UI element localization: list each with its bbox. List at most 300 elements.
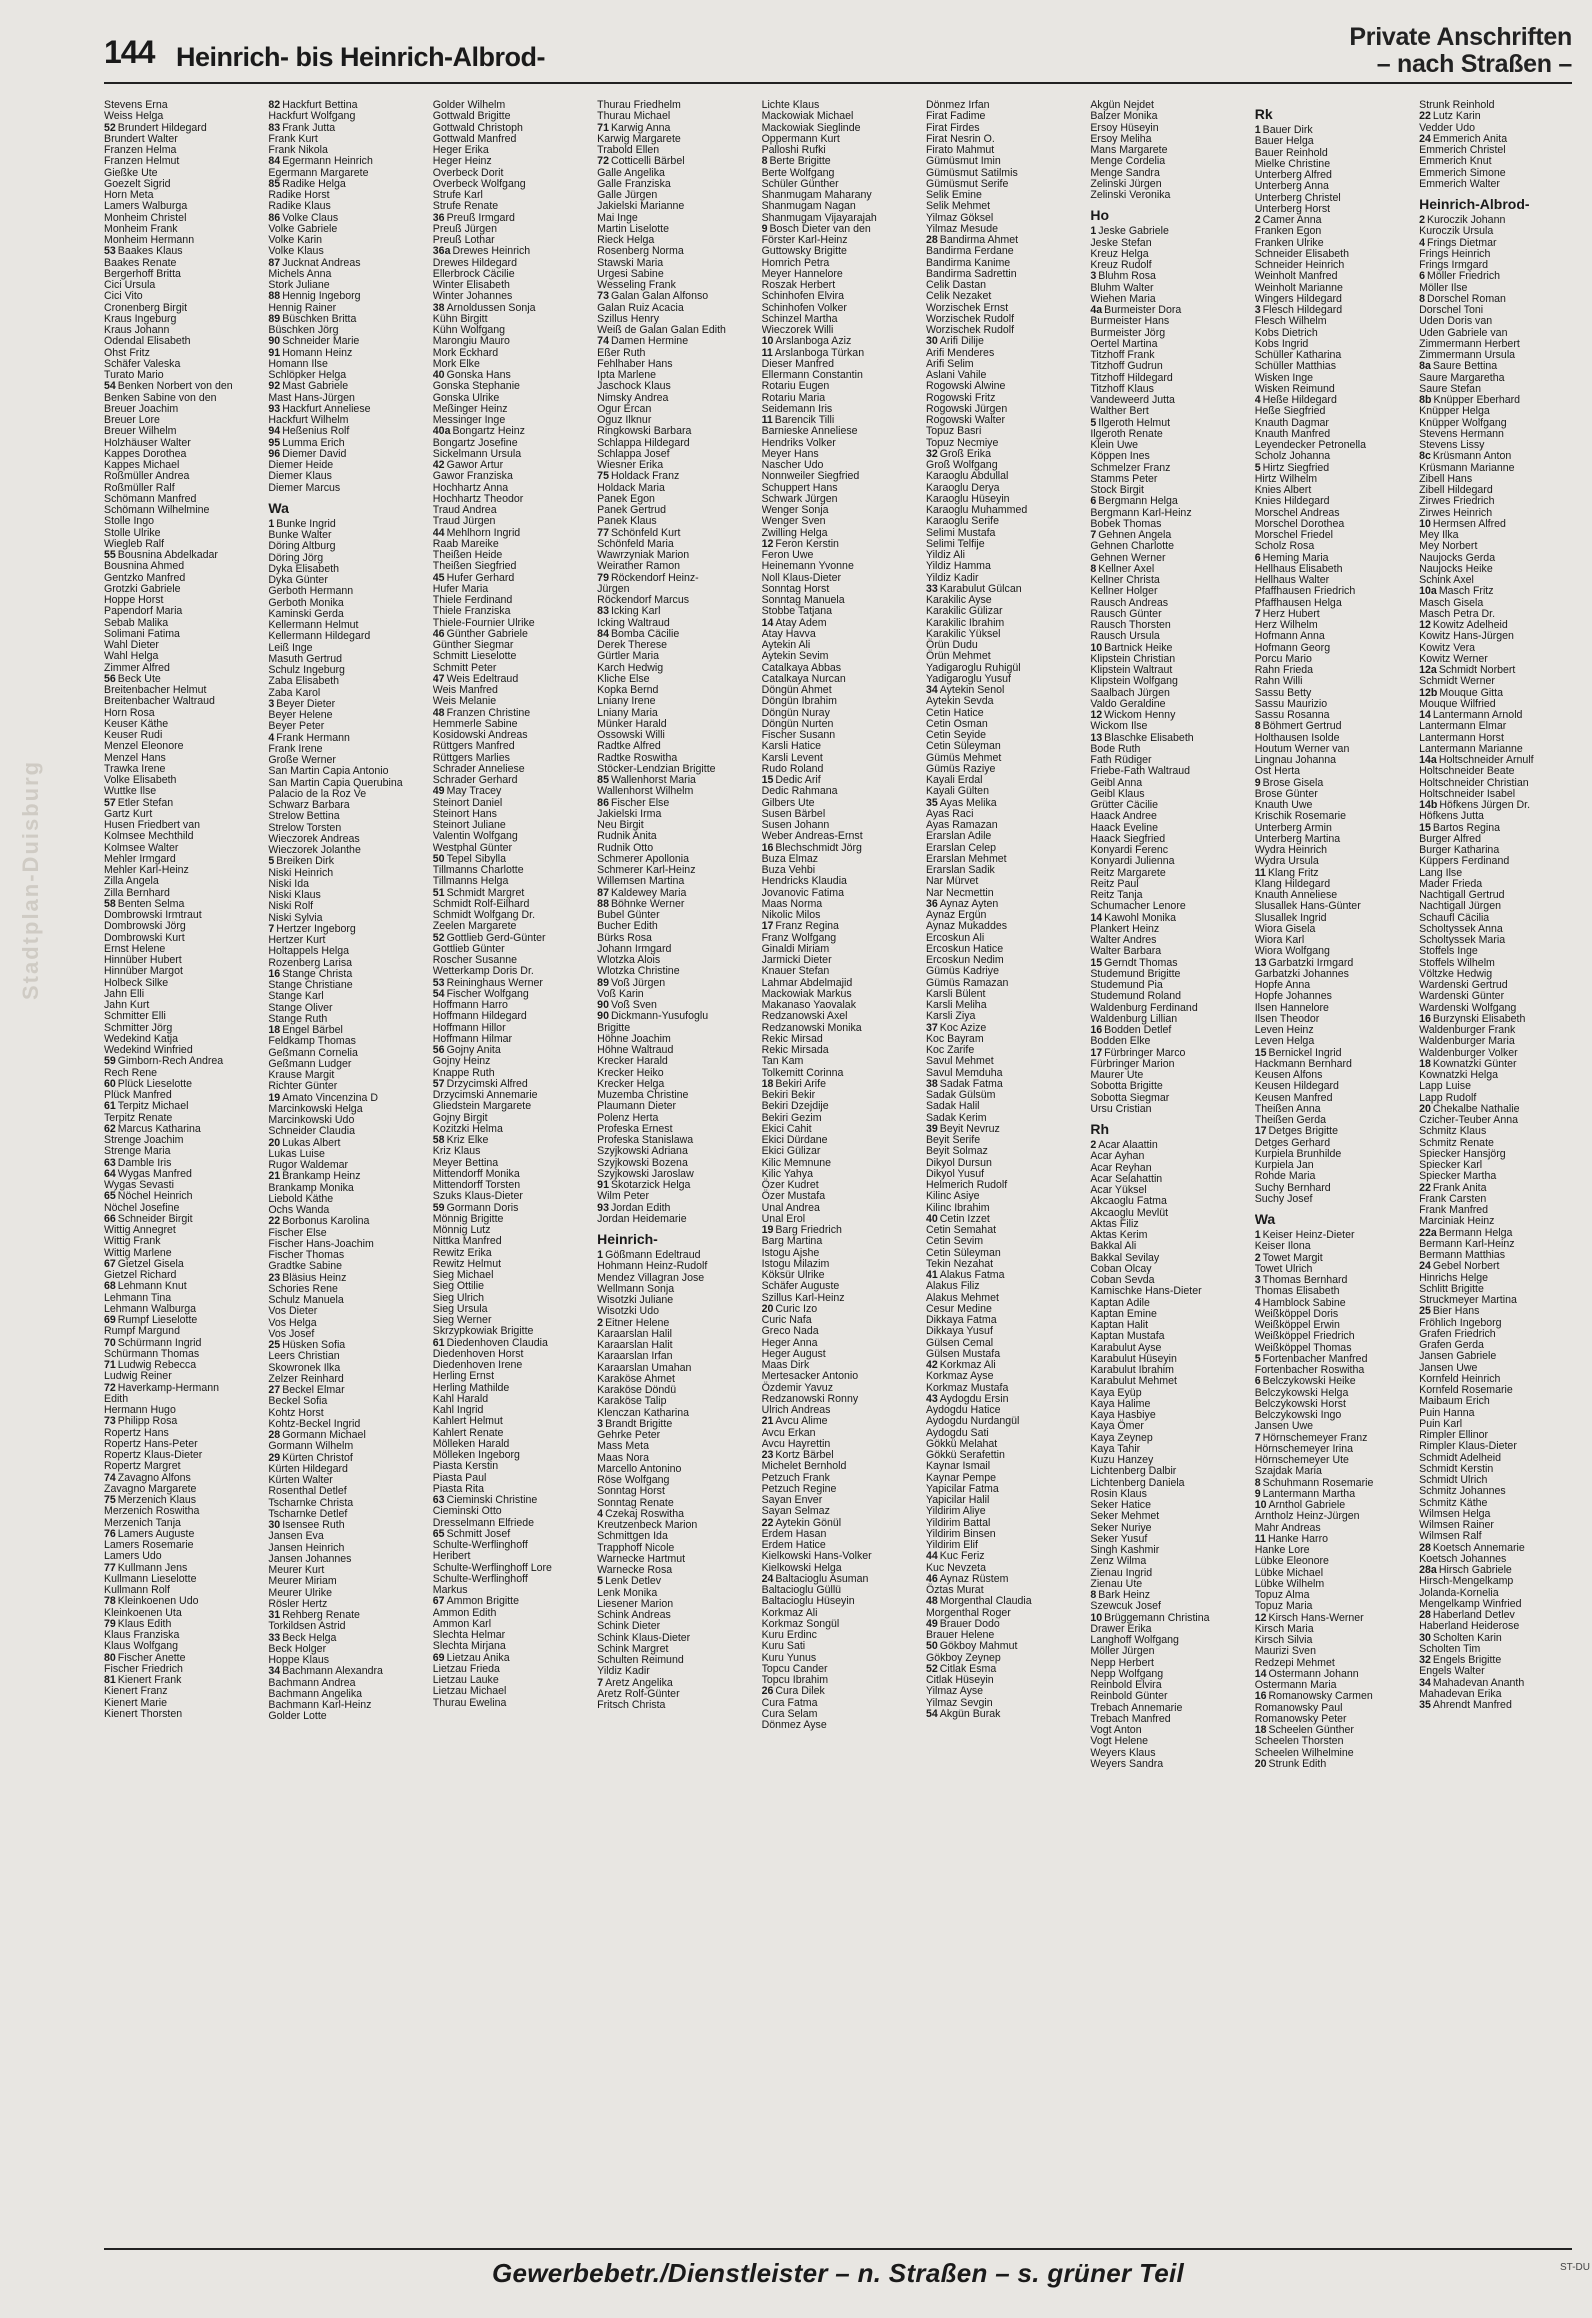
house-number: 67 xyxy=(432,1595,445,1608)
resident-name: Hamblock Sabine xyxy=(1262,1296,1346,1309)
resident-name: Atay Havva xyxy=(761,627,816,640)
resident-name: Derek Therese xyxy=(597,639,668,651)
resident-name: Karakilic Gülizar xyxy=(925,605,1003,618)
resident-name: Sonntag Horst xyxy=(597,1485,665,1498)
resident-name: Gottlieb Gerd-Günter xyxy=(446,931,546,944)
house-number: 10 xyxy=(1254,1499,1267,1511)
resident-name: Kownatzki Helga xyxy=(1419,1069,1499,1081)
resident-name: Kobs Dietrich xyxy=(1254,326,1318,339)
house-number: 4 xyxy=(1419,236,1426,249)
resident-name: Vogt Helene xyxy=(1090,1735,1149,1748)
resident-name: Acar Reyhan xyxy=(1090,1161,1152,1174)
resident-name: Karsli Ziya xyxy=(925,1010,976,1023)
house-number: 18 xyxy=(1419,1057,1431,1070)
resident-name: Helmerich Rudolf xyxy=(925,1179,1008,1191)
resident-name: Drzycimski Alfred xyxy=(446,1077,528,1090)
resident-name: Schmidt Werner xyxy=(1419,675,1495,688)
resident-name: Hoffmann Harro xyxy=(432,999,508,1011)
resident-name: Kellner Axel xyxy=(1098,562,1155,575)
resident-name: Stange Christiane xyxy=(268,979,353,991)
resident-name: Höfkens Jürgen Dr. xyxy=(1439,799,1531,811)
resident-name: Wisken Inge xyxy=(1254,371,1314,384)
resident-name: Ropertz Klaus-Dieter xyxy=(104,1449,203,1461)
resident-name: Scholten Karin xyxy=(1432,1631,1502,1644)
resident-name: Köksür Ulrike xyxy=(761,1269,825,1281)
resident-name: Cetin Hatice xyxy=(925,706,984,719)
directory-columns xyxy=(104,100,1584,2225)
resident-name: Akcaoglu Fatma xyxy=(1090,1195,1167,1208)
resident-name: Fischer Friedrich xyxy=(104,1662,183,1675)
resident-name: Kornfeld Rosemarie xyxy=(1419,1384,1513,1396)
resident-name: Fortenbacher Manfred xyxy=(1262,1352,1368,1365)
resident-name: Galle Jürgen xyxy=(597,189,658,201)
resident-name: Scheelen Thorsten xyxy=(1254,1735,1344,1748)
resident-name: Kaya Hasbiye xyxy=(1090,1409,1156,1421)
resident-name: Coban Sevda xyxy=(1090,1274,1155,1286)
resident-name: Szajdak Maria xyxy=(1254,1465,1322,1478)
house-number: 11 xyxy=(1254,1532,1266,1545)
resident-name: Weis Manfred xyxy=(432,684,498,696)
resident-name: Curic Izo xyxy=(775,1302,818,1315)
resident-name: Czicher-Teuber Anna xyxy=(1419,1114,1519,1126)
resident-name: Profeska Stanislawa xyxy=(597,1134,694,1146)
resident-name: Stamms Peter xyxy=(1090,472,1158,485)
resident-name: Meurer Miriam xyxy=(268,1575,337,1588)
resident-name: Friebe-Fath Waltraud xyxy=(1090,765,1191,778)
resident-name: Firato Mahmut xyxy=(925,144,995,156)
house-number: 90 xyxy=(597,999,609,1011)
resident-name: Szuks Klaus-Dieter xyxy=(432,1190,523,1203)
house-number: 54 xyxy=(432,987,445,1000)
resident-name: Höhne Joachim xyxy=(597,1032,671,1045)
resident-name: Haack Eveline xyxy=(1090,821,1159,834)
resident-name: Gümüsmut Satilmis xyxy=(925,166,1018,179)
resident-name: Bauer Dirk xyxy=(1262,124,1313,136)
resident-name: Rotariu Eugen xyxy=(761,380,830,393)
street-heading: Wa xyxy=(1254,1211,1276,1227)
resident-name: Gilbers Ute xyxy=(761,796,815,809)
house-number: 22 xyxy=(1419,1181,1431,1194)
resident-name: Cura Fatma xyxy=(761,1696,818,1709)
resident-name: Ringkowski Barbara xyxy=(597,425,692,438)
resident-name: Homann Heinz xyxy=(282,346,353,359)
resident-name: Skotarzick Helga xyxy=(610,1179,691,1191)
resident-name: Dikkaya Yusuf xyxy=(925,1325,993,1338)
resident-name: Bobek Thomas xyxy=(1090,517,1162,530)
resident-name: Wydra Ursula xyxy=(1254,855,1319,868)
resident-name: Wickom Henny xyxy=(1104,709,1176,721)
resident-name: Lantermann Martha xyxy=(1262,1487,1356,1500)
resident-name: Krischik Rosemarie xyxy=(1254,810,1346,823)
house-number: 36a xyxy=(432,245,451,258)
resident-name: Kleinkoenen Udo xyxy=(117,1595,199,1608)
resident-name: Meurer Kurt xyxy=(268,1564,325,1576)
resident-name: Niski Sylvia xyxy=(268,911,323,924)
resident-name: Seker Nuriye xyxy=(1090,1521,1152,1534)
resident-name: Barencik Tilli xyxy=(774,414,835,426)
resident-name: Bergerhoff Britta xyxy=(104,267,181,280)
resident-name: Jarmicki Dieter xyxy=(761,954,832,966)
resident-name: Schneider Heinrich xyxy=(1254,259,1345,271)
resident-name: Ercoskun Nedim xyxy=(925,954,1004,966)
house-number: 73 xyxy=(597,290,609,303)
house-number: 20 xyxy=(1419,1102,1431,1115)
resident-name: Ellerbrock Cäcilie xyxy=(432,267,515,280)
resident-name: Aytekin Sevim xyxy=(761,650,829,663)
resident-name: Bachmann Karl-Heinz xyxy=(268,1699,372,1711)
resident-name: Klaus Wolfgang xyxy=(104,1640,179,1653)
house-number: 34 xyxy=(268,1665,281,1678)
house-number: 16 xyxy=(761,841,774,854)
resident-name: Cesur Medine xyxy=(925,1302,992,1315)
house-number: 7 xyxy=(268,922,275,935)
house-number: 81 xyxy=(104,1674,116,1686)
resident-name: Ellermann Constantin xyxy=(761,369,863,381)
resident-name: Wisken Reimund xyxy=(1254,382,1335,395)
resident-name: Waldenburg Lillian xyxy=(1090,1012,1178,1025)
resident-name: Nachtigall Jürgen xyxy=(1419,900,1501,913)
house-number: 40a xyxy=(432,425,451,438)
resident-name: Schönfeld Maria xyxy=(597,537,674,550)
resident-entry xyxy=(1255,1759,1413,1770)
resident-name: Aytekin Sevda xyxy=(925,695,994,708)
resident-name: Mahr Andreas xyxy=(1254,1521,1321,1534)
resident-name: Lehmann Knut xyxy=(117,1280,187,1293)
resident-name: Gießke Ute xyxy=(104,166,158,179)
resident-name: Lehmann Walburga xyxy=(104,1302,197,1315)
resident-name: Schulz Ingeburg xyxy=(268,664,345,676)
house-number: 71 xyxy=(597,121,609,134)
resident-name: Volke Gabriele xyxy=(268,222,338,235)
resident-name: Schmitz Käthe xyxy=(1419,1496,1488,1509)
resident-name: Wallenhorst Wilhelm xyxy=(597,785,694,798)
house-number: 85 xyxy=(597,774,609,786)
resident-name: Brose Gisela xyxy=(1262,776,1324,789)
house-number: 89 xyxy=(268,312,281,325)
resident-name: Gawor Franziska xyxy=(432,470,513,483)
resident-name: Gehnen Angela xyxy=(1098,529,1172,541)
resident-name: Herz Hubert xyxy=(1262,607,1320,620)
resident-name: Horn Rosa xyxy=(104,706,155,719)
resident-name: Aktas Filiz xyxy=(1090,1217,1139,1230)
house-number: 22 xyxy=(761,1516,774,1529)
resident-name: Rösler Hertz xyxy=(268,1597,328,1610)
resident-name: Horn Meta xyxy=(104,189,154,201)
resident-name: Theißen Siegfried xyxy=(432,560,517,573)
resident-name: Bürks Rosa xyxy=(597,931,652,944)
resident-name: Schlöpker Helga xyxy=(268,369,347,381)
resident-name: Susen Bärbel xyxy=(761,807,826,820)
resident-name: Hüsken Sofia xyxy=(282,1339,346,1351)
house-number: 45 xyxy=(432,571,445,584)
resident-name: Roszak Herbert xyxy=(761,279,836,291)
resident-name: Nepp Herbert xyxy=(1090,1656,1154,1669)
house-number: 14 xyxy=(1419,709,1431,721)
house-number: 4 xyxy=(1254,1296,1261,1309)
resident-name: Kellermann Helmut xyxy=(268,619,359,631)
resident-name: Flesch Hildegard xyxy=(1262,304,1343,316)
resident-name: Özer Mustafa xyxy=(761,1190,826,1203)
resident-name: Strelow Torsten xyxy=(268,821,342,834)
resident-name: Selik Mehmet xyxy=(925,200,991,213)
resident-name: Rausch Andreas xyxy=(1090,596,1169,609)
resident-name: Amato Vincenzina D xyxy=(282,1091,378,1104)
resident-name: Mast Gabriele xyxy=(282,380,349,393)
resident-name: Lenk Monika xyxy=(597,1586,658,1599)
resident-name: Bachmann Alexandra xyxy=(282,1665,383,1678)
resident-name: Vandeweerd Jutta xyxy=(1090,394,1175,406)
resident-name: Haverkamp-Hermann xyxy=(117,1381,220,1394)
resident-name: Unterberg Martina xyxy=(1254,832,1341,845)
house-number: 4 xyxy=(597,1507,604,1520)
resident-name: Zirwes Heinrich xyxy=(1419,506,1493,519)
resident-name: Ipta Marlene xyxy=(597,369,657,381)
resident-name: Holdack Franz xyxy=(610,470,680,483)
resident-name: Holtschneider Beate xyxy=(1419,765,1515,778)
resident-name: Bode Ruth xyxy=(1090,742,1141,755)
resident-name: Uden Gabriele van xyxy=(1419,326,1508,339)
resident-name: Steinort Juliane xyxy=(432,819,506,831)
resident-name: Karaköse Döndü xyxy=(597,1384,677,1396)
house-number: 23 xyxy=(268,1271,281,1284)
resident-name: Kaya Halime xyxy=(1090,1397,1151,1410)
resident-name: Yapicilar Fatma xyxy=(925,1482,999,1495)
house-number: 61 xyxy=(432,1336,445,1349)
resident-name: Kahlert Helmut xyxy=(432,1415,503,1428)
resident-name: Liebold Käthe xyxy=(268,1192,334,1205)
resident-name: Zibell Hans xyxy=(1419,472,1473,485)
resident-name: Blaschke Elisabeth xyxy=(1104,731,1194,744)
house-number: 72 xyxy=(597,155,609,168)
resident-name: Lantermann Horst xyxy=(1419,731,1504,744)
resident-name: Kreuz Helga xyxy=(1090,247,1149,260)
resident-name: Nascher Udo xyxy=(761,459,824,471)
house-number: 85 xyxy=(268,177,281,190)
resident-name: Seker Yusuf xyxy=(1090,1532,1148,1545)
resident-name: Knies Albert xyxy=(1254,484,1312,496)
resident-name: Aydogdu Hatice xyxy=(925,1404,1001,1416)
resident-name: Ekici Dürdane xyxy=(761,1134,828,1146)
resident-name: Kuroczik Johann xyxy=(1427,214,1506,226)
resident-name: Wittig Annegret xyxy=(104,1224,176,1236)
resident-name: Kaptan Mustafa xyxy=(1090,1330,1165,1343)
resident-name: Kahl Ingrid xyxy=(432,1404,484,1416)
resident-name: Geßmann Ludger xyxy=(268,1057,352,1070)
resident-name: Kosidowski Andreas xyxy=(432,729,528,741)
house-number: 3 xyxy=(1254,304,1261,316)
house-number: 96 xyxy=(268,447,281,460)
house-number: 23 xyxy=(761,1449,774,1461)
resident-entry xyxy=(1419,1700,1577,1711)
resident-name: Karakilic Ibrahim xyxy=(925,616,1005,629)
resident-name: Stork Juliane xyxy=(268,279,330,291)
resident-name: Völtzke Hedwig xyxy=(1419,967,1493,980)
house-number: 41 xyxy=(925,1269,938,1281)
house-number: 28 xyxy=(925,234,938,246)
house-number: 70 xyxy=(104,1336,116,1349)
house-number: 12 xyxy=(1419,619,1431,631)
house-number: 69 xyxy=(104,1314,116,1326)
house-number: 8 xyxy=(1254,1476,1261,1489)
directory-column-2 xyxy=(268,100,432,2225)
resident-name: Gottwald Manfred xyxy=(432,132,517,145)
resident-name: Hirtz Wilhelm xyxy=(1254,472,1318,485)
resident-name: Niski Klaus xyxy=(268,889,321,901)
resident-name: Egermann Heinrich xyxy=(282,155,373,168)
resident-name: Kilinc Asiye xyxy=(925,1190,980,1203)
resident-name: Menzel Eleonore xyxy=(104,740,184,753)
resident-name: Studemund Roland xyxy=(1090,990,1182,1003)
resident-name: Förster Karl-Heinz xyxy=(761,234,848,246)
resident-name: Jürgen xyxy=(597,582,630,595)
resident-name: Eitner Helene xyxy=(605,1316,670,1329)
resident-name: Höfkens Jutta xyxy=(1419,810,1484,823)
page-number: 144 xyxy=(104,34,155,70)
resident-name: Jahn Kurt xyxy=(104,999,150,1011)
resident-name: Zelzer Reinhard xyxy=(268,1372,344,1385)
resident-name: Akcaoglu Mevlüt xyxy=(1090,1206,1169,1219)
resident-name: Baltacioglu Güllü xyxy=(761,1584,842,1596)
resident-name: Egermann Margarete xyxy=(268,166,369,179)
house-number: 12 xyxy=(761,537,774,550)
resident-name: Meyer Bettina xyxy=(432,1156,499,1169)
resident-name: Tscharnke Christa xyxy=(268,1496,354,1509)
house-number: 52 xyxy=(925,1662,938,1675)
house-number: 59 xyxy=(432,1201,445,1214)
resident-name: Gietzel Richard xyxy=(104,1269,177,1281)
resident-name: Scheelen Günther xyxy=(1268,1724,1354,1736)
resident-name: Rewitz Helmut xyxy=(432,1257,502,1270)
resident-name: Gerboth Hermann xyxy=(268,585,354,598)
house-number: 51 xyxy=(432,886,445,899)
resident-name: Flesch Wilhelm xyxy=(1254,315,1327,328)
resident-name: Gebel Norbert xyxy=(1432,1260,1500,1273)
resident-name: Torkildsen Astrid xyxy=(268,1620,346,1633)
resident-name: Schink Axel xyxy=(1419,574,1474,586)
house-number: 13 xyxy=(1090,731,1103,744)
resident-name: Bekiri Bekir xyxy=(761,1089,816,1101)
resident-name: Holdack Maria xyxy=(597,481,665,494)
resident-name: Maas Dirk xyxy=(761,1359,810,1371)
resident-name: Wahl Dieter xyxy=(104,639,159,651)
house-number: 2 xyxy=(1254,1251,1261,1264)
resident-name: Vedder Udo xyxy=(1419,121,1476,134)
resident-name: Barg Friedrich xyxy=(775,1224,842,1236)
house-number: 6 xyxy=(1419,270,1426,283)
section-title xyxy=(1349,24,1572,78)
resident-name: Keiser Heinz-Dieter xyxy=(1262,1229,1355,1241)
resident-name: Unterberg Alfred xyxy=(1254,169,1332,181)
resident-name: Beck Ute xyxy=(117,672,161,685)
resident-name: Belczykowski Helga xyxy=(1254,1386,1349,1399)
resident-name: Morschel Andreas xyxy=(1254,506,1340,519)
resident-name: Aktas Kerim xyxy=(1090,1229,1148,1241)
house-number: 58 xyxy=(432,1134,445,1146)
resident-name: Gonska Ulrike xyxy=(432,391,500,404)
resident-name: Panek Klaus xyxy=(597,515,657,528)
resident-name: Lapp Luise xyxy=(1419,1080,1471,1093)
resident-name: Hufer Maria xyxy=(432,582,489,595)
resident-name: Celik Dastan xyxy=(925,279,987,291)
resident-name: Akgün Burak xyxy=(939,1707,1001,1720)
resident-name: Lang Ilse xyxy=(1419,866,1463,879)
resident-name: Hackfurt Wolfgang xyxy=(268,110,356,123)
resident-name: Thurau Michael xyxy=(597,110,671,123)
resident-name: Korkmaz Ayse xyxy=(925,1370,994,1383)
resident-name: Panek Gertrud xyxy=(597,504,667,516)
resident-name: Slusallek Ingrid xyxy=(1254,911,1327,924)
resident-name: Weißköppel Friedrich xyxy=(1254,1330,1355,1343)
resident-name: Ayas Raci xyxy=(925,807,974,820)
resident-name: Wahl Helga xyxy=(104,650,159,663)
resident-name: Gümüsmut Imin xyxy=(925,155,1001,168)
resident-name: Röse Wolfgang xyxy=(597,1474,670,1486)
resident-name: Scholtyssek Anna xyxy=(1419,922,1503,935)
resident-name: Bodden Detlef xyxy=(1104,1024,1172,1036)
house-number: 15 xyxy=(1254,1046,1267,1059)
house-number: 14 xyxy=(1254,1667,1267,1680)
resident-name: Piasta Paul xyxy=(432,1471,487,1484)
resident-name: Ilsen Theodor xyxy=(1254,1012,1320,1025)
resident-name: Kilic Yahya xyxy=(761,1167,813,1180)
house-number: 57 xyxy=(432,1077,445,1090)
resident-name: Kullmann Rolf xyxy=(104,1584,170,1596)
resident-name: Citlak Hüseyin xyxy=(925,1674,994,1686)
resident-name: Gerboth Monika xyxy=(268,596,344,609)
house-number: 11 xyxy=(1254,866,1266,879)
house-number: 53 xyxy=(104,245,116,258)
resident-name: Ilgeroth Renate xyxy=(1090,427,1163,440)
resident-name: Kaynar Ismail xyxy=(925,1460,991,1473)
resident-name: Große Werner xyxy=(268,754,336,766)
resident-entry xyxy=(104,1709,262,1720)
resident-name: Grafen Friedrich xyxy=(1419,1327,1496,1340)
resident-name: Emmerich Knut xyxy=(1419,155,1492,168)
resident-name: Jeske Stefan xyxy=(1090,236,1152,249)
resident-name: Rekic Mirsad xyxy=(761,1032,823,1045)
house-number: 35 xyxy=(1419,1699,1431,1711)
resident-name: Firat Nesrin O. xyxy=(925,132,995,145)
resident-name: Sieg Michael xyxy=(432,1269,494,1281)
resident-name: Kopka Bernd xyxy=(597,684,659,696)
resident-name: Frings Dietmar xyxy=(1427,236,1497,249)
resident-name: Trebach Manfred xyxy=(1090,1712,1171,1725)
resident-name: Grafen Gerda xyxy=(1419,1339,1484,1351)
house-number: 5 xyxy=(1090,416,1097,429)
resident-name: Kuzu Hanzey xyxy=(1090,1454,1154,1466)
house-number: 19 xyxy=(268,1091,281,1104)
resident-name: Acar Ayhan xyxy=(1090,1150,1145,1163)
resident-name: Yilmaz Mesude xyxy=(925,222,998,235)
resident-name: Baltacioglu Hüseyin xyxy=(761,1595,855,1608)
resident-name: Fritsch Christa xyxy=(597,1699,666,1711)
resident-name: Keusen Alfons xyxy=(1254,1069,1323,1081)
resident-name: Kellermann Hildegard xyxy=(268,630,371,643)
resident-name: Sassu Rosanna xyxy=(1254,709,1330,721)
resident-name: Zimmer Alfred xyxy=(104,661,170,674)
resident-name: Romanowsky Peter xyxy=(1254,1712,1347,1725)
house-number: 15 xyxy=(1419,821,1431,834)
resident-name: Arifi Dilije xyxy=(939,335,984,348)
resident-name: Kraus Ingeburg xyxy=(104,312,177,325)
house-number: 34 xyxy=(1419,1676,1431,1689)
resident-name: Frank Hermann xyxy=(276,731,350,744)
resident-name: Strunk Edith xyxy=(1268,1757,1327,1770)
resident-name: Istogu Ajshe xyxy=(761,1246,820,1259)
house-number: 2 xyxy=(1419,214,1426,226)
resident-name: Wedekind Winfried xyxy=(104,1044,193,1056)
resident-name: Schmelzer Franz xyxy=(1090,461,1171,474)
